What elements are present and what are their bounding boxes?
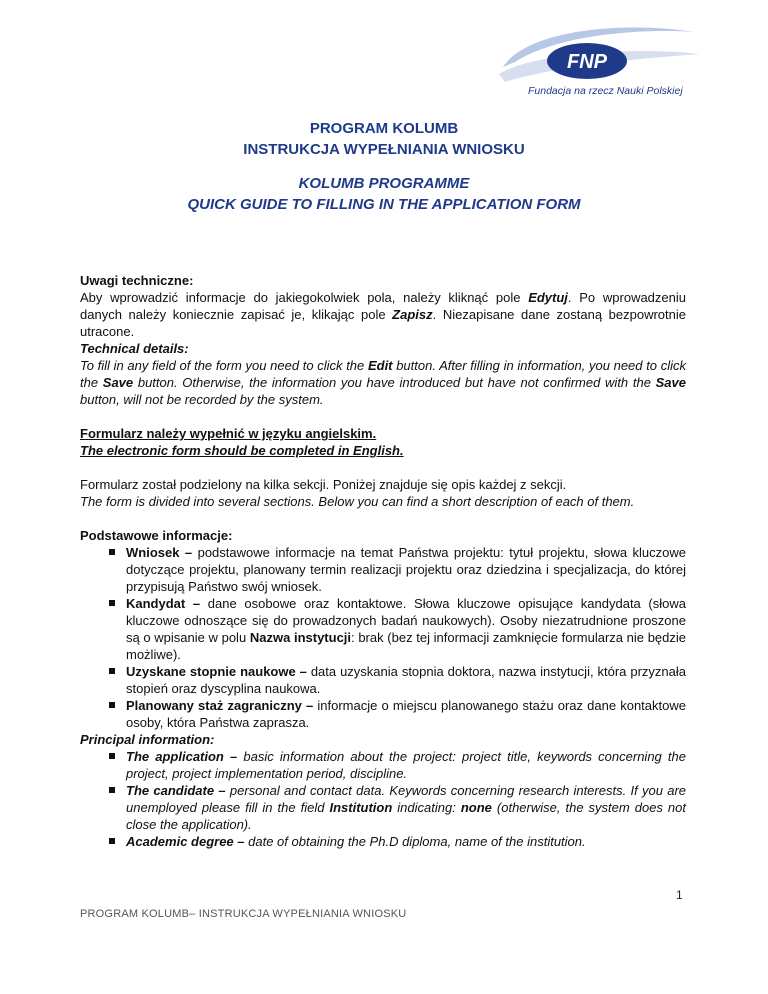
technical-text-en: To fill in any field of the form you need to click the Edit button. After filling in information, you need to click the Save button. Otherwise, the information you have introduced but have not confirmed with the Save button, will not be recorded by the system. — [80, 358, 687, 407]
save-term-2: Save — [655, 375, 687, 390]
list-item: Planowany staż zagraniczny – informacje o miejscu planowanego stażu oraz dane kontaktowe osoby, która Państwa zaprasza. — [80, 697, 686, 731]
title-en-1: KOLUMB PROGRAMME — [298, 175, 470, 192]
edit-term: Edit — [367, 358, 393, 373]
edytuj-term: Edytuj — [528, 290, 568, 305]
language-note-pl: Formularz należy wypełnić w języku angielskim. — [80, 426, 377, 441]
page-footer: PROGRAM KOLUMB– INSTRUKCJA WYPEŁNIANIA WNIOSKU — [80, 908, 407, 920]
list-item: Wniosek – podstawowe informacje na temat Państwa projektu: tytuł projektu, słowa kluczowe dotyczące projektu, planowany termin realizacji projektu oraz dziedzina i specjalizacja, do której przypisują Państwo swój wniosek. — [80, 544, 686, 595]
technical-heading-pl: Uwagi techniczne: — [80, 273, 194, 288]
document-titles — [0, 118, 768, 215]
document-body — [80, 272, 686, 850]
basic-heading-pl: Podstawowe informacje: — [80, 528, 233, 543]
sections-text-pl: Formularz został podzielony na kilka sekcji. Poniżej znajduje się opis każdej z sekcji. — [80, 477, 567, 492]
zapisz-term: Zapisz — [392, 307, 433, 322]
save-term: Save — [102, 375, 134, 390]
list-item: Academic degree – date of obtaining the Ph.D diploma, name of the institution. — [80, 833, 686, 850]
list-item: Uzyskane stopnie naukowe – data uzyskania stopnia doktora, nazwa instytucji, która przyznała stopień oraz dyscyplina naukowa. — [80, 663, 686, 697]
list-item: Kandydat – dane osobowe oraz kontaktowe. Słowa kluczowe opisujące kandydata (słowa kluczowe odnoszące się do prowadzonych badań naukowych). Osoby niezatrudnione proszone są o wpisanie w polu Nazwa instytucji: brak (bez tej informacji zamknięcie formularza nie będzie możliwe). — [80, 595, 686, 663]
logo-text: FNP — [567, 51, 607, 73]
technical-heading-en: Technical details: — [80, 341, 189, 356]
language-note-en: The electronic form should be completed in English. — [80, 443, 404, 458]
basic-list-pl — [80, 544, 686, 731]
basic-heading-en: Principal information: — [80, 732, 215, 747]
list-item: The candidate – personal and contact data. Keywords concerning research interests. If you are unemployed please fill in the field Institution indicating: none (otherwise, the system does not close the application). — [80, 782, 686, 833]
list-item: The application – basic information about the project: project title, keywords concerning the project, project implementation period, discipline. — [80, 748, 686, 782]
technical-text-pl: Aby wprowadzić informacje do jakiegokolwiek pola, należy kliknąć pole Edytuj. Po wprowadzeniu danych należy koniecznie zapisać je, klikając pole Zapisz. Niezapisane dane zostaną bezpowrotnie utracone. — [80, 290, 686, 339]
title-en-2: QUICK GUIDE TO FILLING IN THE APPLICATION FORM — [187, 196, 581, 213]
sections-text-en: The form is divided into several sections. Below you can find a short description of each of them. — [80, 494, 635, 509]
title-pl-2: INSTRUKCJA WYPEŁNIANIA WNIOSKU — [243, 141, 525, 158]
page-number: 1 — [676, 888, 683, 902]
title-pl-1: PROGRAM KOLUMB — [309, 120, 459, 137]
logo-tagline: Fundacja na rzecz Nauki Polskiej — [528, 85, 683, 97]
basic-list-en — [80, 748, 686, 850]
